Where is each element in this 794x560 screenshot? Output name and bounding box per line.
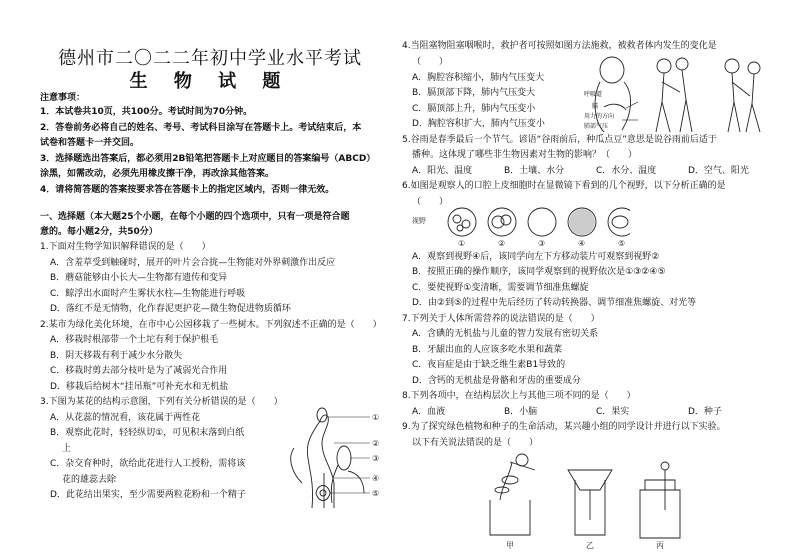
q9-stem: 9.为了探究绿色植物和种子的生命活动，某兴趣小组的同学设计并进行以下实验。 xyxy=(402,422,726,432)
q3-option-c-cont: 花的雄蕊去除 xyxy=(62,475,117,485)
note-3: 3．选择题选出答案后，都必须用2B铅笔把答题卡上对应题目的答案编号（ABCD） xyxy=(40,154,376,164)
q3-option-a: A．从花蕊的情况看，该花属于两性花 xyxy=(50,413,201,423)
q2-option-c: C．移栽时剪去部分枝叶是为了减弱光合作用 xyxy=(50,366,228,376)
svg-text:⑤: ⑤ xyxy=(372,489,380,498)
q5-option-d: D．空气、阳光 xyxy=(688,166,749,176)
q4-fig-label-force: 用力的方向 xyxy=(584,113,615,120)
q6-option-c: C．要使视野①变清晰，需要调节细准焦螺旋 xyxy=(412,283,589,293)
q9-fig-label-yi: 乙 xyxy=(586,541,594,550)
q1-option-b: B．蘑菇能够由小长大—生物都有遗传和变异 xyxy=(50,273,228,283)
q6-option-a: A．观察到视野④后，该同学向左下方移动装片可观察到视野② xyxy=(412,252,660,262)
heimlich-diagram xyxy=(582,52,777,134)
q7-option-d: D．含钙的无机盐是骨骼和牙齿的重要成分 xyxy=(412,376,581,386)
note-2-cont: 试卷和答题卡一并交回。 xyxy=(40,138,140,148)
q4-paren: （ ） xyxy=(412,57,449,67)
q6-fig-number-5: ⑤ xyxy=(618,239,626,248)
q6-stem: 6.如图是观察人的口腔上皮细胞时在显微镜下看到的几个视野，以下分析正确的是 xyxy=(402,181,726,191)
note-4: 4．请将简答题的答案按要求答在答题卡上的指定区域内，否则一律无效。 xyxy=(40,185,335,195)
q8-stem: 8.下列各项中，在结构层次上与其他三项不同的是（ ） xyxy=(402,391,636,401)
q8-option-a: A．血液 xyxy=(412,407,446,417)
q2-stem: 2.某市为绿化美化环境，在市中心公园移栽了一些树木。下列叙述不正确的是（ ） xyxy=(40,320,382,330)
svg-text:①: ① xyxy=(372,413,380,422)
q6-paren: （ ） xyxy=(412,197,449,207)
section-heading: 一、选择题（本大题25个小题，在每个小题的四个选项中，只有一项是符合题 xyxy=(40,212,350,222)
q1-option-a: A．含羞草受到触碰时，展开的叶片会合拢—生物能对外界刺激作出反应 xyxy=(50,258,336,268)
q6-fig-number-3: ③ xyxy=(538,239,546,248)
q4-stem: 4.当阻塞物阻塞咽喉时，救护者可按照如图方法施救，被救者体内发生的变化是 xyxy=(402,41,717,51)
q6-option-d: D．由②到⑤的过程中先后经历了转动转换器、调节细准焦螺旋、对光等 xyxy=(412,298,697,308)
q6-fig-number-1: ① xyxy=(458,239,466,248)
q3-stem: 3.下图为某花的结构示意图，下列有关分析错误的是（ ） xyxy=(40,397,283,407)
q5-option-a: A．阳光、温度 xyxy=(412,166,473,176)
q8-option-c: C．果实 xyxy=(596,407,630,417)
q4-option-c: C．膈顶部上升，肺内气压变小 xyxy=(412,104,536,114)
q7-stem: 7.下列关于人体所需营养的说法错误的是（ ） xyxy=(402,314,600,324)
q2-option-d: D．移栽后给树木“挂吊瓶”可补充水和无机盐 xyxy=(50,382,229,392)
q6-fig-number-2: ② xyxy=(498,239,506,248)
q4-fig-label-diaphragm: 膈 xyxy=(592,103,599,110)
q7-option-b: B．牙龈出血的人应该多吃水果和蔬菜 xyxy=(412,345,563,355)
note-1: 1．本试卷共10页，共100分。考试时间为70分钟。 xyxy=(40,107,253,117)
section-heading-cont: 意的。每小题2分，共50分） xyxy=(40,227,158,237)
subject-title: 生 物 试 题 xyxy=(129,71,291,92)
q9-stem-cont: 以下有关说法错误的是（ ） xyxy=(412,438,539,448)
notes-heading: 注意事项： xyxy=(40,93,86,103)
q7-option-a: A．含碘的无机盐与儿童的智力发展有密切关系 xyxy=(412,329,599,339)
q3-option-d: D．此花结出果实，至少需要两粒花粉和一个精子 xyxy=(50,490,246,500)
q5-option-c: C．水分、温度 xyxy=(596,166,657,176)
svg-text:③: ③ xyxy=(372,454,380,463)
q4-fig-label-pressure: 肺部气压 xyxy=(584,123,609,130)
flower-diagram xyxy=(272,403,382,513)
svg-text:④: ④ xyxy=(372,474,380,483)
q4-fig-label-airway: 呼吸道 xyxy=(584,91,603,98)
note-2: 2．答卷前务必将自己的姓名、考号、考试科目涂写在答题卡上。考试结束后，本 xyxy=(40,123,362,133)
q2-option-a: A．移栽时根部带一个土坨有利于保护根毛 xyxy=(50,335,219,345)
q2-option-b: B．阴天移栽有利于减少水分散失 xyxy=(50,351,183,361)
q1-option-d: D．落红不是无情物，化作春泥更护花—微生物促进物质循环 xyxy=(50,304,291,314)
q1-option-c: C．鲸浮出水面时产生雾状水柱—生物能进行呼吸 xyxy=(50,289,246,299)
svg-text:②: ② xyxy=(372,439,380,448)
q9-fig-label-jia: 甲 xyxy=(506,541,514,550)
q6-fig-number-4: ④ xyxy=(578,239,586,248)
q7-option-c: C．夜盲症是由于缺乏维生素B1导致的 xyxy=(412,360,566,370)
q4-option-a: A．胸腔容积缩小，肺内气压变大 xyxy=(412,73,545,83)
q5-stem: 5.谷雨是春季最后一个节气。谚语“谷雨前后，种瓜点豆”意思是说谷雨前后适于 xyxy=(402,135,717,145)
q3-option-c: C．杂交育种时，欲给此花进行人工授粉，需将该 xyxy=(50,459,246,469)
exam-title: 德州市二〇二二年初中学业水平考试 xyxy=(58,48,362,69)
microscope-views xyxy=(410,206,630,248)
q3-option-b: B．观察此花时，轻轻纵切①，可见积末落到白纸 xyxy=(50,428,245,438)
q8-option-d: D．种子 xyxy=(688,407,722,417)
q8-option-b: B．小脑 xyxy=(504,407,538,417)
q4-option-b: B．膈顶部下降，肺内气压变大 xyxy=(412,88,536,98)
q3-option-b-cont: 上 xyxy=(62,444,72,454)
q6-option-b: B．按照正确的操作顺序，该同学观察到的视野依次是①③②④⑤ xyxy=(412,267,666,277)
q9-fig-label-bing: 丙 xyxy=(656,541,664,550)
q4-option-d: D．胸腔容积扩大，肺内气压变小 xyxy=(412,119,545,129)
q1-stem: 1.下面对生物学知识解释错误的是（ ） xyxy=(40,242,211,252)
experiment-diagram xyxy=(440,450,690,550)
q6-fig-side-label: 视野 xyxy=(412,217,426,225)
q5-stem-cont: 播种。这体现了哪些非生物因素对生物的影响？（ ） xyxy=(412,150,638,160)
q5-option-b: B．土壤、水分 xyxy=(504,166,565,176)
note-3-cont: 涂黑，如需改动，必须先用橡皮擦干净，再改涂其他答案。 xyxy=(40,169,275,179)
